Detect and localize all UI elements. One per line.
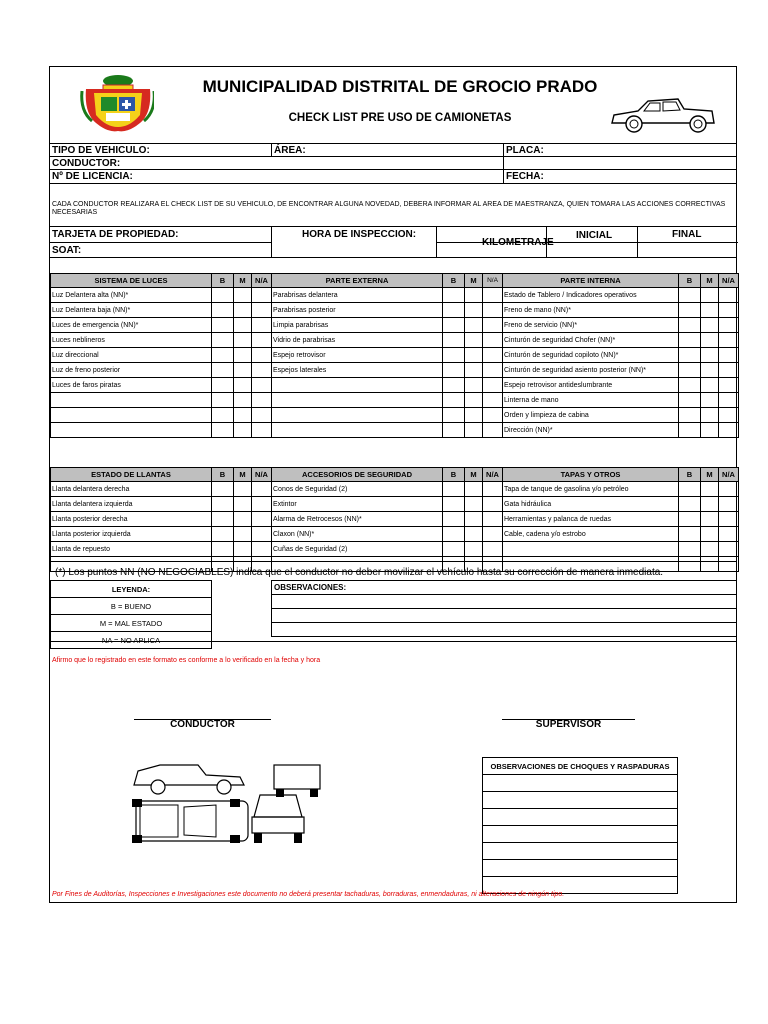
item-label: [272, 378, 443, 393]
col-b: B: [212, 274, 234, 288]
check-cell-m[interactable]: [701, 423, 719, 438]
item-label: Orden y limpieza de cabina: [503, 408, 679, 423]
item-label: Freno de servicio (NN)*: [503, 318, 679, 333]
check-cell-na[interactable]: [252, 348, 272, 363]
item-label: Luces de faros piratas: [51, 378, 212, 393]
check-cell-na[interactable]: [719, 378, 739, 393]
check-cell-b[interactable]: [443, 482, 465, 497]
check-cell-b[interactable]: [443, 423, 465, 438]
check-cell-na[interactable]: [252, 482, 272, 497]
table-row: [51, 408, 739, 423]
check-cell-m[interactable]: [234, 423, 252, 438]
observaciones-title: OBSERVACIONES:: [272, 581, 737, 595]
check-cell-na[interactable]: [252, 393, 272, 408]
check-cell-na[interactable]: [252, 318, 272, 333]
check-cell-na[interactable]: [719, 408, 739, 423]
vehicle-damage-diagram[interactable]: [120, 755, 326, 859]
item-label: Tapa de tanque de gasolina y/o petróleo: [503, 482, 679, 497]
check-cell-m[interactable]: [234, 512, 252, 527]
check-cell-m[interactable]: [234, 333, 252, 348]
table-row: [51, 333, 739, 348]
check-cell-m[interactable]: [234, 542, 252, 557]
item-label: Luces neblineros: [51, 333, 212, 348]
page-title: MUNICIPALIDAD DISTRITAL DE GROCIO PRADO: [202, 77, 598, 96]
checklist-form: [49, 66, 737, 903]
item-label: [272, 393, 443, 408]
choques-raspaduras-table: [482, 757, 678, 894]
tipo-vehiculo-label: TIPO DE VEHICULO:: [52, 145, 150, 156]
check-cell-na[interactable]: [719, 482, 739, 497]
municipal-seal-logo: [78, 71, 154, 133]
item-label: Llanta posterior derecha: [51, 512, 212, 527]
item-label: [51, 393, 212, 408]
table-row: [483, 843, 678, 860]
item-label: Parabrisas posterior: [272, 303, 443, 318]
check-cell-m[interactable]: [701, 288, 719, 303]
check-cell-m[interactable]: [701, 378, 719, 393]
llantas-header: ESTADO DE LLANTAS: [51, 468, 212, 482]
item-label: Conos de Seguridad (2): [272, 482, 443, 497]
check-cell-m[interactable]: [234, 318, 252, 333]
check-cell-na[interactable]: [719, 423, 739, 438]
item-label: Freno de mano (NN)*: [503, 303, 679, 318]
item-label: Espejo retrovisor antideslumbrante: [503, 378, 679, 393]
check-cell-b[interactable]: [212, 363, 234, 378]
check-cell-b[interactable]: [443, 527, 465, 542]
check-cell-na[interactable]: [719, 542, 739, 557]
col-b: B: [443, 274, 465, 288]
licencia-label: Nº DE LICENCIA:: [52, 171, 133, 182]
col-b: B: [212, 468, 234, 482]
check-cell-b[interactable]: [679, 527, 701, 542]
check-cell-na[interactable]: [483, 363, 503, 378]
checklist-tires-safety-others: [50, 467, 739, 572]
check-cell-na[interactable]: [719, 363, 739, 378]
soat-label: SOAT:: [52, 245, 82, 256]
item-label: Linterna de mano: [503, 393, 679, 408]
item-label: [51, 423, 212, 438]
check-cell-b[interactable]: [443, 378, 465, 393]
tapas-header: TAPAS Y OTROS: [503, 468, 679, 482]
table-row: [51, 288, 739, 303]
item-label: Limpia parabrisas: [272, 318, 443, 333]
check-cell-b[interactable]: [679, 408, 701, 423]
check-cell-na[interactable]: [483, 497, 503, 512]
kilometraje-label: KILOMETRAJE: [482, 237, 554, 248]
check-cell-b[interactable]: [212, 393, 234, 408]
check-cell-m[interactable]: [465, 303, 483, 318]
check-cell-na[interactable]: [252, 408, 272, 423]
check-cell-m[interactable]: [701, 542, 719, 557]
instructions-notice: CADA CONDUCTOR REALIZARA EL CHECK LIST DE SU VEHICULO, DE ENCONTRAR ALGUNA NOVEDAD, DEBERA INFORMAR AL AREA DE MAESTRANZA, QUIEN TOMARA LAS ACCIONES CORRECTIVAS NECESARIAS: [52, 201, 726, 216]
check-cell-na[interactable]: [252, 303, 272, 318]
check-cell-na[interactable]: [483, 303, 503, 318]
table-row: [51, 363, 739, 378]
item-label: Dirección (NN)*: [503, 423, 679, 438]
item-label: Cuñas de Seguridad (2): [272, 542, 443, 557]
check-cell-na[interactable]: [483, 348, 503, 363]
table-row: [51, 497, 739, 512]
col-b: B: [679, 274, 701, 288]
check-cell-b[interactable]: [443, 512, 465, 527]
col-m: M: [465, 274, 483, 288]
checklist-lights-exterior-interior: [50, 273, 739, 438]
table-row: [51, 303, 739, 318]
choques-title: OBSERVACIONES DE CHOQUES Y RASPADURAS: [483, 758, 678, 775]
item-label: Alarma de Retrocesos (NN)*: [272, 512, 443, 527]
item-label: [51, 408, 212, 423]
page-subtitle: CHECK LIST PRE USO DE CAMIONETAS: [288, 112, 512, 124]
check-cell-na[interactable]: [483, 423, 503, 438]
table-row: [51, 318, 739, 333]
table-row: [51, 512, 739, 527]
check-cell-na[interactable]: [719, 348, 739, 363]
final-label: FINAL: [672, 229, 702, 240]
check-cell-m[interactable]: [465, 333, 483, 348]
check-cell-b[interactable]: [212, 497, 234, 512]
check-cell-na[interactable]: [483, 482, 503, 497]
col-m: M: [234, 468, 252, 482]
check-cell-b[interactable]: [679, 363, 701, 378]
conductor-signature-label: CONDUCTOR: [170, 719, 235, 730]
col-na: N/A: [252, 274, 272, 288]
item-label: Luz de freno posterior: [51, 363, 212, 378]
check-cell-b[interactable]: [679, 333, 701, 348]
check-cell-m[interactable]: [465, 348, 483, 363]
check-cell-b[interactable]: [212, 288, 234, 303]
fecha-label: FECHA:: [506, 171, 544, 182]
check-cell-b[interactable]: [443, 393, 465, 408]
check-cell-m[interactable]: [465, 378, 483, 393]
check-cell-b[interactable]: [679, 423, 701, 438]
check-cell-na[interactable]: [483, 318, 503, 333]
check-cell-b[interactable]: [443, 288, 465, 303]
choques-line[interactable]: [483, 843, 678, 860]
observaciones-line[interactable]: [272, 623, 737, 637]
table-row: [483, 860, 678, 877]
check-cell-na[interactable]: [719, 393, 739, 408]
table-row: [51, 378, 739, 393]
choques-line[interactable]: [483, 826, 678, 843]
accesorios-header: ACCESORIOS DE SEGURIDAD: [272, 468, 443, 482]
col-na: N/A: [719, 468, 739, 482]
item-label: Cable, cadena y/o estrobo: [503, 527, 679, 542]
tarjeta-propiedad-label: TARJETA DE PROPIEDAD:: [52, 229, 179, 240]
area-label: ÁREA:: [274, 145, 306, 156]
col-b: B: [443, 468, 465, 482]
col-b: B: [679, 468, 701, 482]
check-cell-m[interactable]: [701, 303, 719, 318]
item-label: Espejo retrovisor: [272, 348, 443, 363]
item-label: Claxon (NN)*: [272, 527, 443, 542]
check-cell-m[interactable]: [701, 363, 719, 378]
check-cell-b[interactable]: [679, 512, 701, 527]
check-cell-b[interactable]: [212, 482, 234, 497]
check-cell-b[interactable]: [212, 423, 234, 438]
check-cell-na[interactable]: [252, 378, 272, 393]
check-cell-b[interactable]: [212, 378, 234, 393]
supervisor-signature-label: SUPERVISOR: [535, 719, 602, 730]
check-cell-na[interactable]: [719, 303, 739, 318]
observaciones-box: [271, 580, 737, 637]
item-label: Gata hidráulica: [503, 497, 679, 512]
check-cell-m[interactable]: [234, 348, 252, 363]
table-row: [51, 393, 739, 408]
item-label: [503, 542, 679, 557]
check-cell-na[interactable]: [483, 393, 503, 408]
check-cell-b[interactable]: [679, 542, 701, 557]
check-cell-na[interactable]: [719, 288, 739, 303]
check-cell-b[interactable]: [443, 348, 465, 363]
item-label: Luz direccional: [51, 348, 212, 363]
leyenda-title: LEYENDA:: [51, 581, 212, 598]
hora-inspeccion-label: HORA DE INSPECCION:: [302, 229, 417, 240]
check-cell-na[interactable]: [719, 318, 739, 333]
item-label: Cinturón de seguridad Chofer (NN)*: [503, 333, 679, 348]
leyenda-bueno: B = BUENO: [51, 598, 212, 615]
check-cell-na[interactable]: [483, 333, 503, 348]
check-cell-m[interactable]: [234, 303, 252, 318]
check-cell-na[interactable]: [252, 527, 272, 542]
col-m: M: [234, 274, 252, 288]
table-row: [51, 527, 739, 542]
check-cell-m[interactable]: [234, 482, 252, 497]
check-cell-b[interactable]: [679, 378, 701, 393]
conductor-label: CONDUCTOR:: [52, 158, 121, 169]
check-cell-m[interactable]: [465, 482, 483, 497]
check-cell-m[interactable]: [234, 363, 252, 378]
check-cell-b[interactable]: [679, 303, 701, 318]
check-cell-b[interactable]: [679, 288, 701, 303]
check-cell-m[interactable]: [234, 527, 252, 542]
check-cell-na[interactable]: [483, 512, 503, 527]
item-label: Llanta de repuesto: [51, 542, 212, 557]
choques-line[interactable]: [483, 860, 678, 877]
item-label: Llanta delantera izquierda: [51, 497, 212, 512]
col-m: M: [701, 274, 719, 288]
check-cell-b[interactable]: [679, 348, 701, 363]
check-cell-na[interactable]: [252, 497, 272, 512]
item-label: Cinturón de seguridad copiloto (NN)*: [503, 348, 679, 363]
check-cell-m[interactable]: [465, 363, 483, 378]
col-na: N/A: [719, 274, 739, 288]
check-cell-m[interactable]: [234, 288, 252, 303]
table-row: [51, 542, 739, 557]
table-row: [51, 423, 739, 438]
check-cell-m[interactable]: [465, 408, 483, 423]
check-cell-b[interactable]: [212, 318, 234, 333]
observaciones-line[interactable]: [272, 595, 737, 609]
col-m: M: [465, 468, 483, 482]
item-label: Cinturón de seguridad asiento posterior (NN)*: [503, 363, 679, 378]
placa-label: PLACA:: [506, 145, 544, 156]
item-label: Llanta delantera derecha: [51, 482, 212, 497]
affirmation-text: Afirmo que lo registrado en este formato es conforme a lo verificado en la fecha y hora: [52, 657, 321, 664]
col-na: N/A: [483, 468, 503, 482]
leyenda-no-aplica: NA = NO APLICA: [51, 632, 212, 649]
check-cell-m[interactable]: [465, 318, 483, 333]
check-cell-m[interactable]: [465, 542, 483, 557]
table-row: [483, 792, 678, 809]
check-cell-b[interactable]: [212, 408, 234, 423]
table-row: [483, 809, 678, 826]
table-row: [51, 482, 739, 497]
check-cell-b[interactable]: [443, 408, 465, 423]
item-label: Vidrio de parabrisas: [272, 333, 443, 348]
check-cell-na[interactable]: [252, 542, 272, 557]
check-cell-m[interactable]: [234, 497, 252, 512]
check-cell-b[interactable]: [212, 333, 234, 348]
check-cell-m[interactable]: [701, 557, 719, 572]
interna-header: PARTE INTERNA: [503, 274, 679, 288]
check-cell-m[interactable]: [465, 512, 483, 527]
check-cell-m[interactable]: [701, 497, 719, 512]
check-cell-b[interactable]: [679, 318, 701, 333]
check-cell-na[interactable]: [252, 423, 272, 438]
luces-header: SISTEMA DE LUCES: [51, 274, 212, 288]
check-cell-m[interactable]: [234, 378, 252, 393]
check-cell-b[interactable]: [679, 557, 701, 572]
item-label: Extintor: [272, 497, 443, 512]
inicial-label: INICIAL: [576, 230, 613, 241]
check-cell-na[interactable]: [483, 408, 503, 423]
check-cell-m[interactable]: [701, 482, 719, 497]
col-m: M: [701, 468, 719, 482]
check-cell-b[interactable]: [443, 333, 465, 348]
nn-note: (*) Los puntos NN (NO NEGOCIABLES) indica que el conductor no deber movilizar el vehículo hasta su corrección de manera inmediata.: [55, 567, 664, 578]
table-row: [483, 826, 678, 843]
item-label: [272, 423, 443, 438]
choques-line[interactable]: [483, 775, 678, 792]
check-cell-b[interactable]: [212, 303, 234, 318]
check-cell-b[interactable]: [212, 512, 234, 527]
check-cell-m[interactable]: [701, 527, 719, 542]
check-cell-m[interactable]: [465, 423, 483, 438]
item-label: Luz Delantera alta (NN)*: [51, 288, 212, 303]
check-cell-na[interactable]: [483, 288, 503, 303]
check-cell-na[interactable]: [252, 333, 272, 348]
check-cell-b[interactable]: [443, 318, 465, 333]
check-cell-m[interactable]: [234, 408, 252, 423]
observaciones-line[interactable]: [272, 609, 737, 623]
check-cell-na[interactable]: [719, 557, 739, 572]
leyenda-mal-estado: M = MAL ESTADO: [51, 615, 212, 632]
check-cell-na[interactable]: [719, 333, 739, 348]
choques-line[interactable]: [483, 792, 678, 809]
check-cell-b[interactable]: [679, 497, 701, 512]
check-cell-na[interactable]: [252, 363, 272, 378]
check-cell-b[interactable]: [212, 348, 234, 363]
check-cell-m[interactable]: [465, 527, 483, 542]
item-label: Parabrisas delantera: [272, 288, 443, 303]
check-cell-m[interactable]: [701, 333, 719, 348]
externa-header: PARTE EXTERNA: [272, 274, 443, 288]
check-cell-b[interactable]: [443, 363, 465, 378]
check-cell-na[interactable]: [252, 512, 272, 527]
col-na: N/A: [252, 468, 272, 482]
leyenda-box: [50, 580, 212, 649]
check-cell-m[interactable]: [701, 512, 719, 527]
check-cell-na[interactable]: [719, 527, 739, 542]
check-cell-na[interactable]: [483, 542, 503, 557]
item-label: Llanta posterior izquierda: [51, 527, 212, 542]
item-label: Herramientas y palanca de ruedas: [503, 512, 679, 527]
table-row: [483, 775, 678, 792]
check-cell-na[interactable]: [719, 497, 739, 512]
footer-note: Por Fines de Auditorías, Inspecciones e Investigaciones este documento no deberá presentar tachaduras, borraduras, enmendaduras, ni alteraciones de ningún tipo.: [52, 891, 565, 898]
check-cell-m[interactable]: [701, 393, 719, 408]
check-cell-m[interactable]: [465, 497, 483, 512]
check-cell-b[interactable]: [212, 527, 234, 542]
col-na: N/A: [483, 274, 503, 288]
check-cell-na[interactable]: [719, 512, 739, 527]
pickup-truck-icon: [608, 93, 718, 137]
item-label: [272, 408, 443, 423]
check-cell-m[interactable]: [465, 288, 483, 303]
table-row: [51, 348, 739, 363]
check-cell-m[interactable]: [465, 393, 483, 408]
check-cell-b[interactable]: [443, 542, 465, 557]
choques-line[interactable]: [483, 809, 678, 826]
check-cell-m[interactable]: [701, 318, 719, 333]
item-label: Luz Delantera baja (NN)*: [51, 303, 212, 318]
item-label: Luces de emergencia (NN)*: [51, 318, 212, 333]
item-label: Estado de Tablero / Indicadores operativos: [503, 288, 679, 303]
check-cell-m[interactable]: [234, 393, 252, 408]
check-cell-m[interactable]: [701, 408, 719, 423]
check-cell-b[interactable]: [679, 482, 701, 497]
check-cell-b[interactable]: [443, 303, 465, 318]
check-cell-m[interactable]: [701, 348, 719, 363]
check-cell-b[interactable]: [443, 497, 465, 512]
check-cell-b[interactable]: [212, 542, 234, 557]
check-cell-na[interactable]: [483, 378, 503, 393]
item-label: Espejos laterales: [272, 363, 443, 378]
check-cell-na[interactable]: [483, 527, 503, 542]
check-cell-b[interactable]: [679, 393, 701, 408]
check-cell-na[interactable]: [252, 288, 272, 303]
